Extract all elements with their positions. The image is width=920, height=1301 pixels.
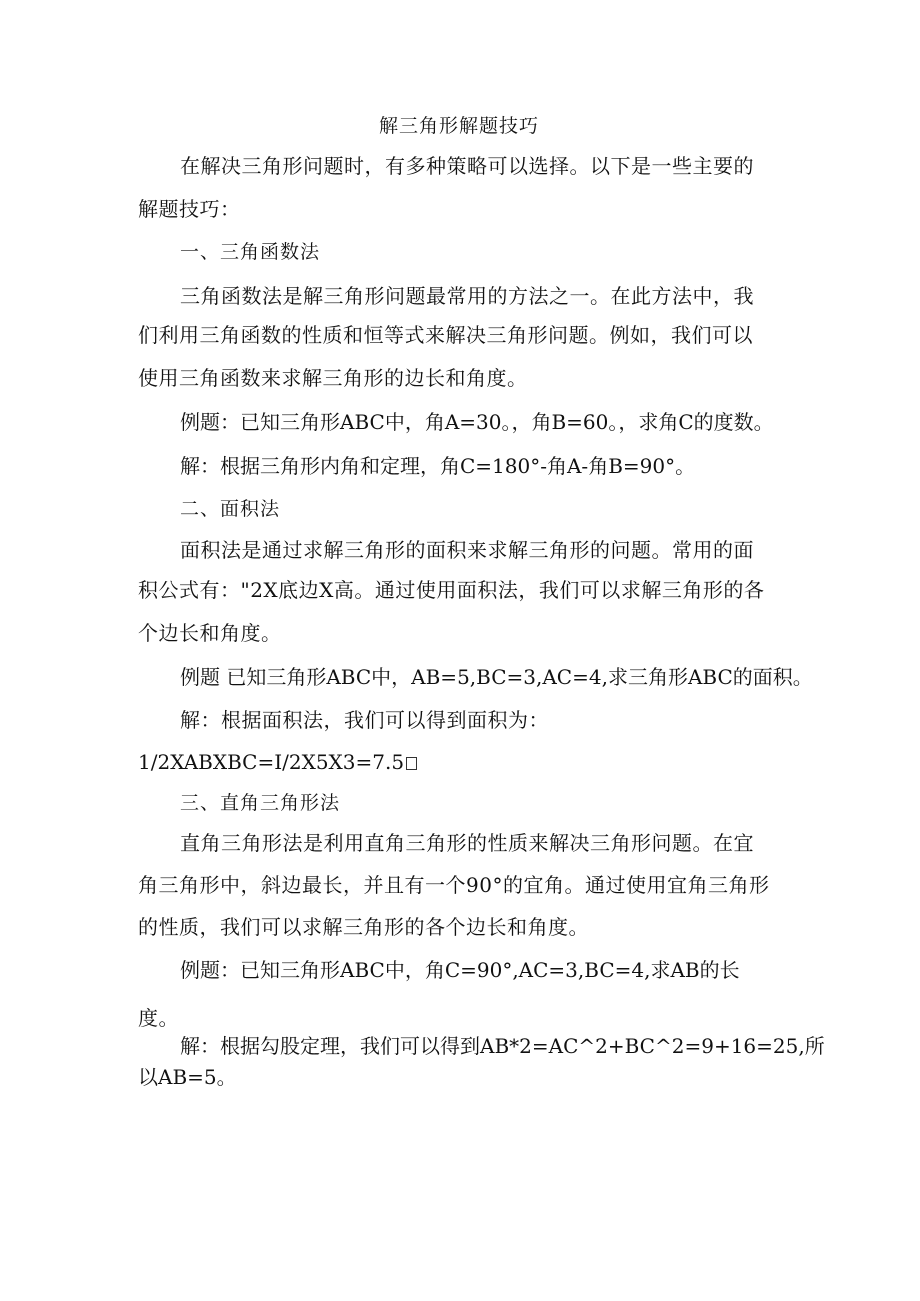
section-3-para-line-1: 直角三角形法是利用直角三角形的性质来解决三角形问题。在宜 [180,831,754,855]
intro-line-1: 在解决三角形问题时，有多种策略可以选择。以下是一些主要的 [180,154,754,178]
section-1-heading: 一、三角函数法 [180,241,321,263]
section-3-para-line-2: 角三角形中，斜边最长，并且有一个90°的宜角。通过使用宜角三角形 [138,873,770,897]
section-2-para-line-1: 面积法是通过求解三角形的面积来求解三角形的问题。常用的面 [180,538,754,562]
section-3-solution-line-1: 解：根据勾股定理，我们可以得到AB*2=AC^2+BC^2=9+16=25,所 [180,1034,825,1058]
section-3-heading: 三、直角三角形法 [180,792,341,814]
section-1-example: 例题：已知三角形ABC中，角A=30。，角B=60。，求角C的度数。 [180,410,774,434]
section-1-para-line-1: 三角函数法是解三角形问题最常用的方法之一。在此方法中，我 [180,284,754,308]
doc-title: 解三角形解题技巧 [379,115,540,137]
section-2-solution: 解：根据面积法，我们可以得到面积为： [180,708,549,732]
intro-line-2: 解题技巧： [138,197,241,221]
section-2-formula-text: 1/2XABXBC=I/2X5X3=7.5 [138,750,405,774]
section-3-example-line-2: 度。 [138,1006,179,1030]
section-2-formula [138,748,417,776]
section-3-example-line-1: 例题：已知三角形ABC中，角C=90°,AC=3,BC=4,求AB的长 [180,958,740,982]
section-2-example: 例题 已知三角形ABC中，AB=5,BC=3,AC=4,求三角形ABC的面积。 [180,665,813,689]
section-2-para-line-2: 积公式有："2X底边X高。通过使用面积法，我们可以求解三角形的各 [138,578,765,602]
section-1-para-line-2: 们利用三角函数的性质和恒等式来解决三角形问题。例如，我们可以 [138,323,753,347]
section-1-para-line-3: 使用三角函数来求解三角形的边长和角度。 [138,366,528,390]
section-3-para-line-3: 的性质，我们可以求解三角形的各个边长和角度。 [138,915,589,939]
section-3-solution-line-2: 以AB=5。 [138,1065,237,1089]
section-2-heading: 二、面积法 [180,498,281,520]
section-1-solution: 解：根据三角形内角和定理，角C=180°-角A-角B=90°。 [180,454,696,478]
missing-glyph-box-icon [406,757,417,770]
section-2-para-line-3: 个边长和角度。 [138,621,282,645]
